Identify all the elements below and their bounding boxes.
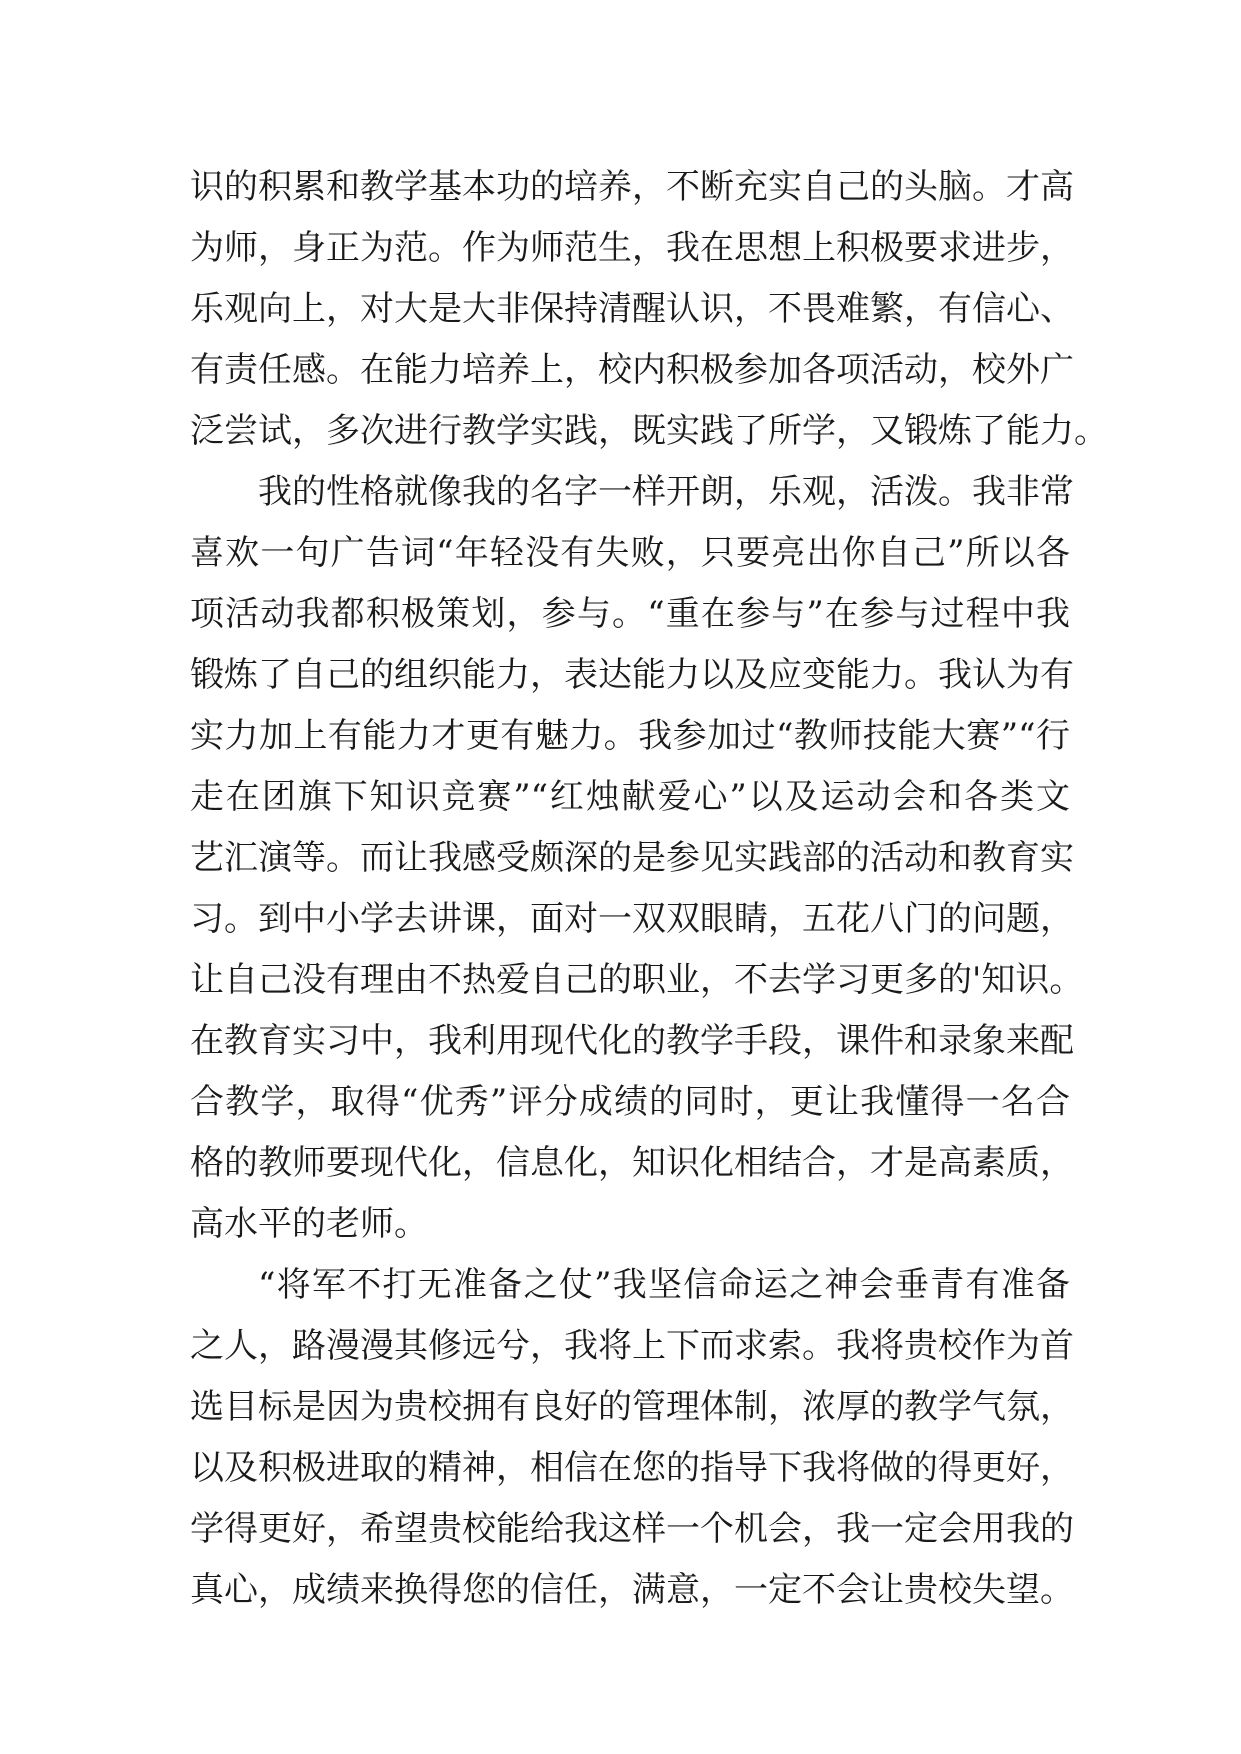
text-line: 学得更好，希望贵校能给我这样一个机会，我一定会用我的 [190, 1509, 1074, 1549]
text-line: 以及积极进取的精神，相信在您的指导下我将做的得更好， [190, 1448, 1074, 1488]
text-line: 真心，成绩来换得您的信任，满意，一定不会让贵校失望。 [190, 1570, 1074, 1610]
text-line: 格的教师要现代化，信息化，知识化相结合，才是高素质， [190, 1143, 1074, 1183]
text-line: 泛尝试，多次进行教学实践，既实践了所学，又锻炼了能力。 [190, 411, 1108, 451]
text-line: 喜欢一句广告词“年轻没有失败，只要亮出你自己”所以各 [190, 533, 1070, 573]
text-line: 选目标是因为贵校拥有良好的管理体制，浓厚的教学气氛， [190, 1387, 1074, 1427]
text-line: 乐观向上，对大是大非保持清醒认识，不畏难繁，有信心、 [190, 289, 1074, 329]
text-line: 合教学，取得“优秀”评分成绩的同时，更让我懂得一名合 [190, 1082, 1070, 1122]
text-line: 项活动我都积极策划，参与。“重在参与”在参与过程中我 [190, 594, 1070, 634]
text-line: 让自己没有理由不热爱自己的职业，不去学习更多的'知识。 [190, 960, 1084, 1000]
body-text [190, 157, 1108, 1621]
text-line: 走在团旗下知识竞赛”“红烛献爱心”以及运动会和各类文 [190, 777, 1070, 817]
text-line: 有责任感。在能力培养上，校内积极参加各项活动，校外广 [190, 350, 1074, 390]
text-line: 实力加上有能力才更有魅力。我参加过“教师技能大赛”“行 [190, 716, 1070, 756]
text-line: 为师，身正为范。作为师范生，我在思想上积极要求进步， [190, 228, 1074, 268]
text-line: “将军不打无准备之仗”我坚信命运之神会垂青有准备 [258, 1265, 1070, 1305]
text-line: 在教育实习中，我利用现代化的教学手段，课件和录象来配 [190, 1021, 1074, 1061]
text-line: 高水平的老师。 [190, 1204, 428, 1244]
text-line: 习。到中小学去讲课，面对一双双眼睛，五花八门的问题， [190, 899, 1074, 939]
text-line: 艺汇演等。而让我感受颇深的是参见实践部的活动和教育实 [190, 838, 1074, 878]
text-line: 之人，路漫漫其修远兮，我将上下而求索。我将贵校作为首 [190, 1326, 1074, 1366]
text-line: 我的性格就像我的名字一样开朗，乐观，活泼。我非常 [258, 472, 1074, 512]
text-line: 锻炼了自己的组织能力，表达能力以及应变能力。我认为有 [190, 655, 1074, 695]
text-line: 识的积累和教学基本功的培养，不断充实自己的头脑。才高 [190, 167, 1074, 207]
